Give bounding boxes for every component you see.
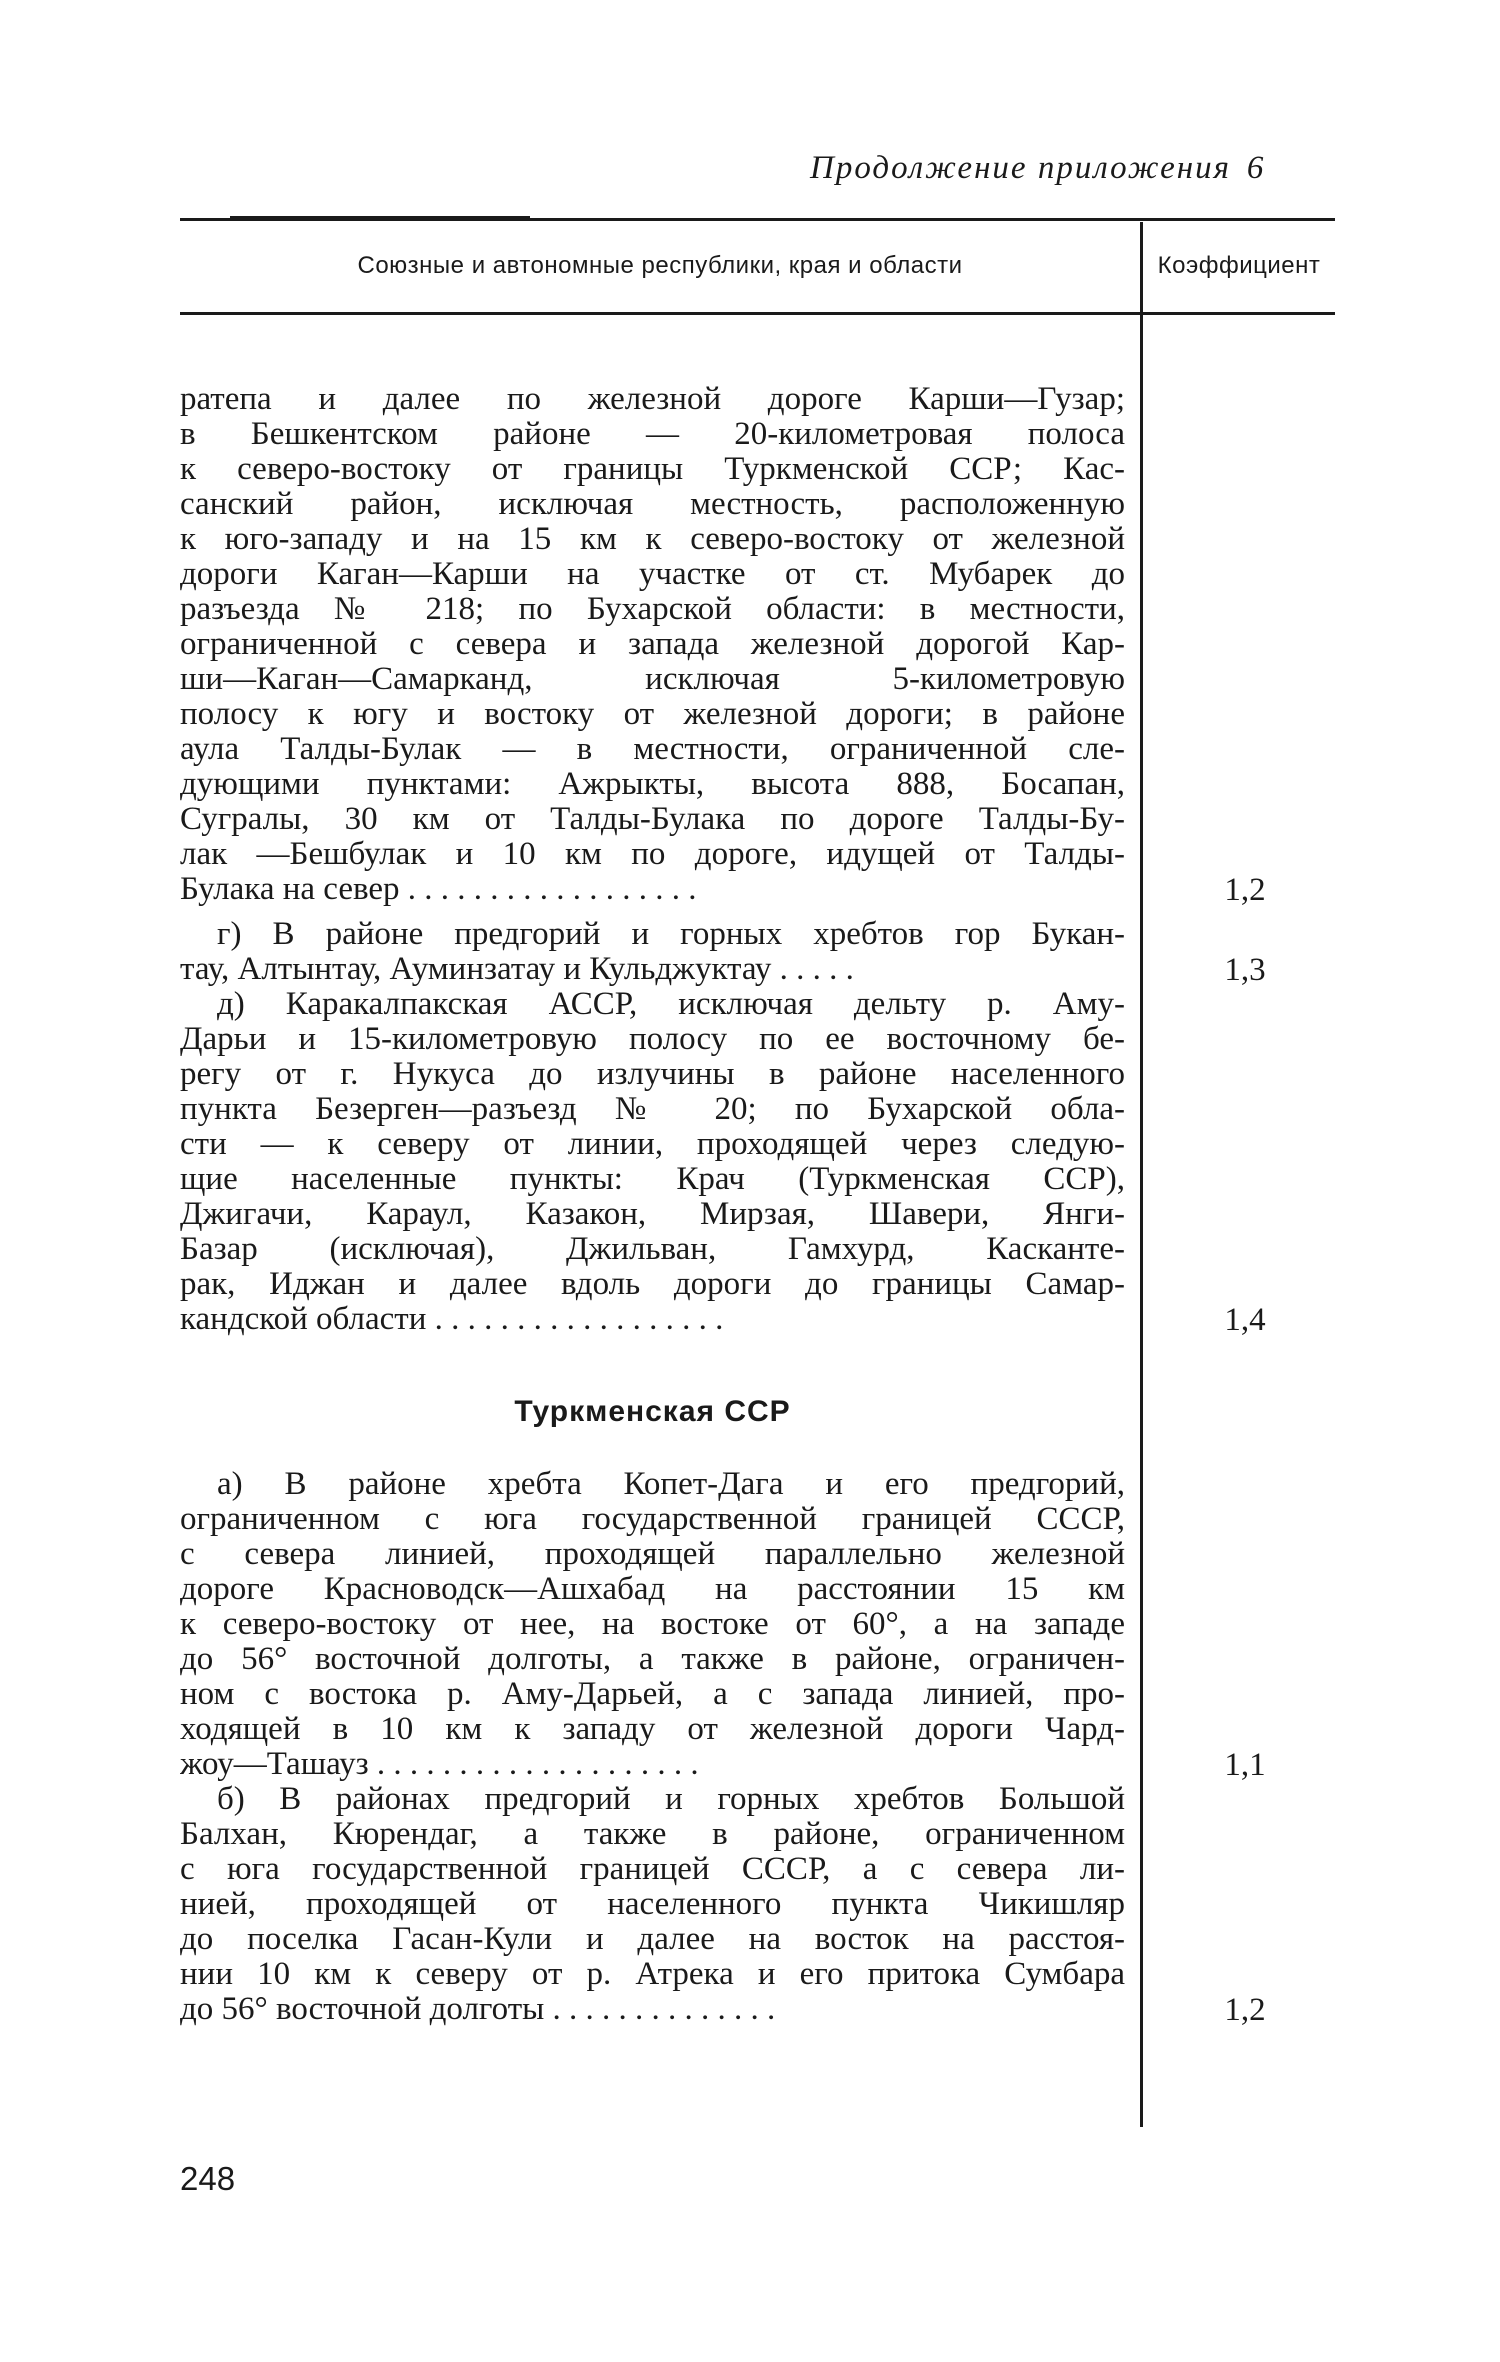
text-line: Балхан, Кюрендаг, а также в районе, ограниченном [180, 1817, 1125, 1852]
text-line: с юга государственной границей СССР, а с севера ли- [180, 1852, 1125, 1887]
text-line: Базар (исключая), Джильван, Гамхурд, Касканте- [180, 1232, 1125, 1267]
section-heading: Туркменская ССР [514, 1395, 791, 1428]
text-line: регу от г. Нукуса до излучины в районе населенного [180, 1057, 1125, 1092]
paragraph-d [180, 987, 1125, 1337]
text-line: а) В районе хребта Копет-Дага и его предгорий, [217, 1467, 1125, 1502]
text-line-leader: до 56° восточной долготы . . . . . . . . . . . . . . [180, 1992, 776, 2027]
text-line: ограниченном с юга государственной границей СССР, [180, 1502, 1125, 1537]
text-line: Джигачи, Караул, Казакон, Мирзая, Шавери, Янги- [180, 1197, 1125, 1232]
text-line: г) В районе предгорий и горных хребтов гор Букан- [217, 917, 1125, 952]
column-header-coefficient: Коэффициент [1157, 252, 1321, 279]
text-line: с севера линией, проходящей параллельно железной [180, 1537, 1125, 1572]
paragraph-g [180, 917, 1125, 987]
running-head-title: Продолжение приложения [810, 150, 1231, 186]
text-line: Сугралы, 30 км от Талды-Булака по дороге Талды-Бу- [180, 802, 1125, 837]
coefficient-value: 1,2 [1224, 1992, 1266, 2028]
text-line: д) Каракалпакская АССР, исключая дельту р. Аму- [217, 987, 1125, 1022]
paragraph-b [180, 1782, 1125, 2027]
text-line: Дарьи и 15-километровую полосу по ее восточному бе- [180, 1022, 1125, 1057]
body-column-divider [1140, 315, 1143, 2127]
page-number: 248 [180, 2160, 236, 2197]
text-line: сти — к северу от линии, проходящей через следую- [180, 1127, 1125, 1162]
text-line: лак —Бешбулак и 10 км по дороге, идущей от Талды- [180, 837, 1125, 872]
text-line: к северо-востоку от нее, на востоке от 60°, а на западе [180, 1607, 1125, 1642]
text-line: дороги Каган—Карши на участке от ст. Мубарек до [180, 557, 1125, 592]
paragraph-a [180, 1467, 1125, 1782]
text-line-leader: жоу—Ташауз . . . . . . . . . . . . . . . . . . . . [180, 1747, 699, 1782]
text-line: ратепа и далее по железной дороге Карши—Гузар; [180, 382, 1125, 417]
text-line: дороге Красноводск—Ашхабад на расстоянии 15 км [180, 1572, 1125, 1607]
text-line: ограниченной с севера и запада железной дорогой Кар- [180, 627, 1125, 662]
text-line: ходящей в 10 км к западу от железной дороги Чард- [180, 1712, 1125, 1747]
text-line: рак, Иджан и далее вдоль дороги до границы Самар- [180, 1267, 1125, 1302]
text-line: пункта Безерген—разъезд № 20; по Бухарской обла- [180, 1092, 1125, 1127]
text-line: нии 10 км к северу от р. Атрека и его притока Сумбара [180, 1957, 1125, 1992]
text-line: к северо-востоку от границы Туркменской ССР; Кас- [180, 452, 1125, 487]
table-header-rule [180, 312, 1335, 315]
text-line: ном с востока р. Аму-Дарьей, а с запада линией, про- [180, 1677, 1125, 1712]
text-line: полосу к югу и востоку от железной дороги; в районе [180, 697, 1125, 732]
coefficient-value: 1,1 [1224, 1747, 1266, 1783]
column-header-regions: Союзные и автономные республики, края и области [357, 252, 963, 279]
text-line: разъезда № 218; по Бухарской области: в местности, [180, 592, 1125, 627]
text-line-leader: кандской области . . . . . . . . . . . . . . . . . . [180, 1302, 724, 1337]
text-line: щие населенные пункты: Крач (Туркменская ССР), [180, 1162, 1125, 1197]
text-line: дующими пунктами: Ажрыкты, высота 888, Босапан, [180, 767, 1125, 802]
running-head [810, 150, 1310, 187]
coefficient-value: 1,4 [1224, 1302, 1266, 1338]
text-line: аула Талды-Булак — в местности, ограниченной сле- [180, 732, 1125, 767]
text-line: до поселка Гасан-Кули и далее на восток на расстоя- [180, 1922, 1125, 1957]
text-line: до 56° восточной долготы, а также в районе, ограничен- [180, 1642, 1125, 1677]
table-top-rule-thick [230, 216, 530, 221]
coefficient-value: 1,2 [1224, 872, 1266, 908]
text-line-leader: Булака на север . . . . . . . . . . . . . . . . . . [180, 872, 697, 907]
text-line: к юго-западу и на 15 км к северо-востоку от железной [180, 522, 1125, 557]
text-line: в Бешкентском районе — 20-километровая полоса [180, 417, 1125, 452]
text-line: нией, проходящей от населенного пункта Чикишляр [180, 1887, 1125, 1922]
running-head-number: 6 [1246, 150, 1266, 186]
paragraph-continuation [180, 382, 1125, 907]
text-line-leader: тау, Алтынтау, Ауминзатау и Кульджуктау . . . . . [180, 952, 854, 987]
coefficient-value: 1,3 [1224, 952, 1266, 988]
text-line: ши—Каган—Самарканд, исключая 5-километровую [180, 662, 1125, 697]
text-line: санский район, исключая местность, расположенную [180, 487, 1125, 522]
text-line: б) В районах предгорий и горных хребтов Большой [217, 1782, 1125, 1817]
